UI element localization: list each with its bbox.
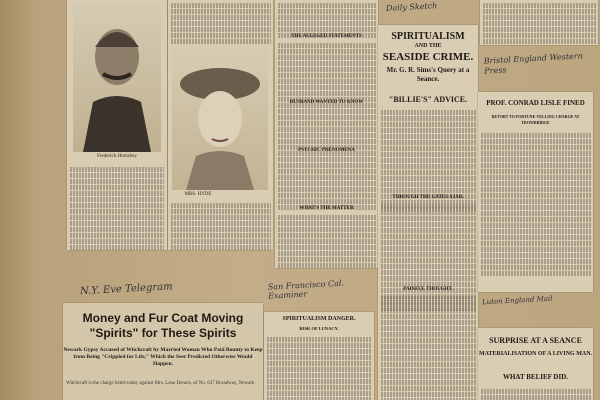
handwritten-note-right: Bristol England Western Press: [483, 51, 583, 76]
portrait-woman-caption: MRS. HYDE: [184, 192, 212, 197]
handwritten-note-top: Daily Sketch: [385, 1, 438, 13]
sub-whats-the-matter: WHAT'S THE MATTER: [299, 206, 354, 211]
clipping-portrait-woman: [168, 0, 273, 250]
headline-seaside-crime: SEASIDE CRIME.: [382, 51, 474, 63]
headline-conrad-lisle: PROF. CONRAD LISLE FINED: [486, 99, 585, 107]
portrait-man-caption: Frederick Hornsbey: [97, 154, 137, 159]
sub-risk-of-lunacy: RISK OF LUNACY.: [299, 326, 339, 331]
woman-portrait-icon: [172, 44, 268, 190]
handwritten-note-telegram: N.Y. Eve Telegram: [79, 281, 173, 298]
clipping-spiritualism-danger: [264, 312, 374, 400]
sub-through-the-gates: THROUGH THE GATES AJAR.: [392, 195, 464, 200]
headline-sims-query: Mr. G. R. Sims's Query at a Seance.: [386, 66, 470, 83]
headline-billies-advice: "BILLIE'S" ADVICE.: [388, 95, 468, 104]
sub-painful-thought: PAINFUL THOUGHT.: [403, 287, 453, 292]
clipping-portrait-man: [67, 0, 167, 250]
clipping-conrad-lisle: [478, 92, 593, 292]
clipping-surprise-seance: [478, 328, 593, 400]
man-portrait-icon: [73, 2, 161, 152]
headline-what-belief-did: WHAT BELIEF DID.: [502, 373, 569, 381]
headline-surprise: SURPRISE AT A SEANCE: [489, 336, 582, 345]
headline-spiritualism: SPIRITUALISM: [391, 31, 465, 42]
clipping-fur-coat: [63, 303, 263, 400]
sub-psychic-phenomena: PSYCHIC PHENOMENA: [298, 148, 355, 153]
clipping-top-right: [480, 0, 598, 45]
handwritten-note-bottom-right: Luton England Mail: [481, 294, 553, 307]
headline-spirits: "Spirits" for These Spirits: [89, 326, 237, 340]
headline-and-the: AND THE: [414, 43, 442, 49]
sub-fortune-telling: RETORT TO FORTUNE-TELLING CHARGE AT TROWBRIDGE: [491, 114, 580, 125]
sub-husband-wanted: HUSBAND WANTED TO KNOW: [289, 100, 364, 105]
handwritten-note-sf: San Francisco Cal. Examiner: [267, 278, 345, 301]
sub-alleged-statements: THE ALLEGED STATEMENTS: [291, 34, 362, 39]
clipping-seaside-crime: [378, 25, 478, 400]
headline-materialisation: MATERIALISATION OF A LIVING MAN.: [478, 351, 593, 357]
subhead-newark-gypsy: Newark Gypsy Accused of Witchcraft by Married Woman Who Paid Bounty to Keep from Being "Crippled for Life," Which the Seer Predicted Otherwise Would Happen.: [63, 347, 263, 367]
clipping-middle-article: [275, 0, 378, 268]
headline-spiritualism-danger: SPIRITUALISM DANGER.: [282, 316, 356, 322]
fur-coat-body: Witchcraft is the charge listed today against Mrs. Lena Dennis, of No. 637 Broadway, Newark: [66, 381, 255, 386]
portrait-woman-photo: [172, 44, 268, 190]
portrait-man-photo: [73, 2, 161, 152]
headline-money-fur-coat: Money and Fur Coat Moving: [82, 311, 244, 325]
